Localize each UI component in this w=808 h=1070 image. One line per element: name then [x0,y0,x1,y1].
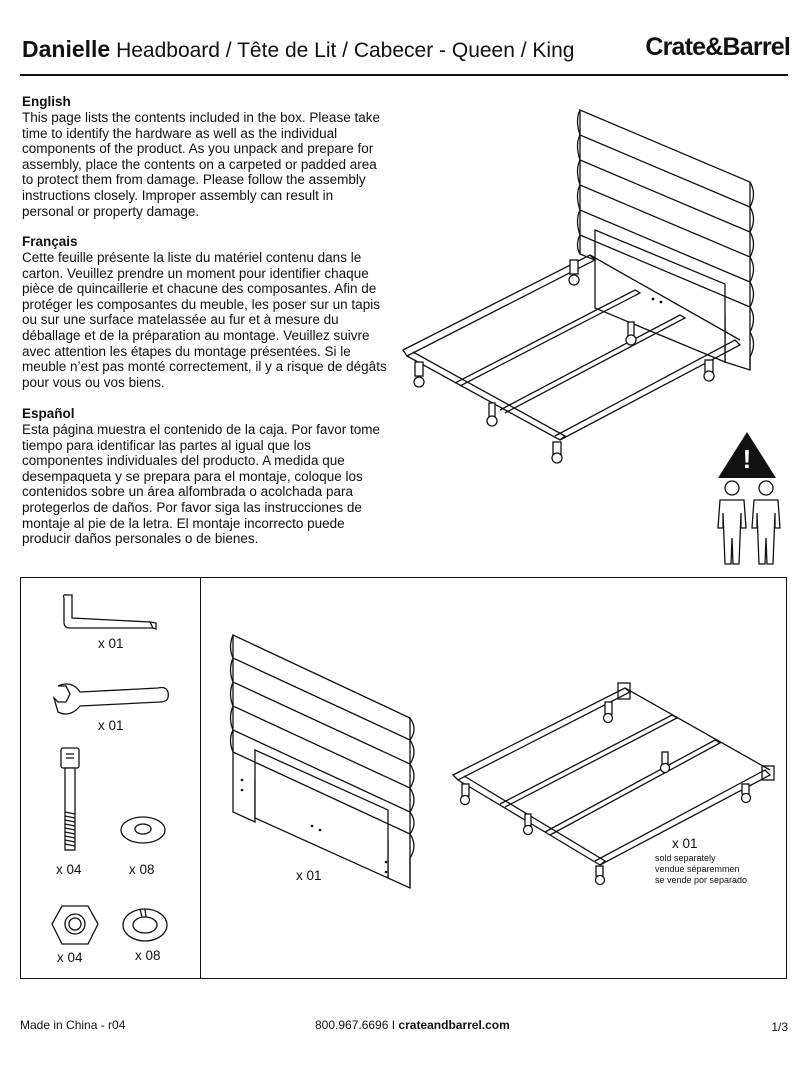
spanish-section [22,405,387,547]
lock-washer-icon [120,906,170,944]
frame-note-es: se vende por separado [655,875,748,885]
phone-number: 800.967.6696 I [315,1018,399,1032]
english-section [22,93,387,219]
french-heading: Français [22,234,78,249]
page-number: 1/3 [771,1020,788,1034]
lock-washer-qty: x 08 [135,948,161,963]
flat-washer-qty: x 08 [129,862,155,877]
bolt-qty: x 04 [56,862,82,877]
wrench-qty: x 01 [98,718,124,733]
french-section [22,233,387,390]
warning-exclamation: ! [742,444,752,474]
frame-note-en: sold separately [655,853,716,863]
spanish-body: Esta página muestra el contenido de la caja. Por favor tome tiempo para identificar las partes al igual que los componentes individuales del producto. A medida que desempaqueta y se prepara para el montaje, coloque los contenidos sobre un área alfombrada o acolchada para protegerlos de daños. Por favor siga las instrucciones de montaje al pie de la letra. El montaje incorrecto puede producir daños personales o de bienes. [22,422,380,547]
english-body: This page lists the contents included in the box. Please take time to identify the hardware as well as the individual components of the product. As you unpack and prepare for assembly, place the contents on a carpeted or padded area to protect them from damage. Please follow the assembly instructions closely. Improper assembly can result in personal or property damage. [22,110,380,219]
nut-icon [50,902,100,948]
french-body: Cette feuille présente la liste du matériel contenu dans le carton. Veuillez prendre un moment pour identifier chaque pièce de quincaillerie et chacune des composantes. Afin de protéger les composantes du meuble, les poser sur un tapis ou sur une surface matelassée au fur et à mesure du déballage et de la préparation au montage. Veuillez suivre avec attention les étapes du montage présentées. Si le meuble n’est pas monté correctement, il y a risque de dégâts pour vous ou vos biens. [22,250,387,390]
english-heading: English [22,94,71,109]
brand-logo: Crate&Barrel [645,33,790,61]
frame-qty: x 01 [672,836,698,851]
website-link[interactable]: crateandbarrel.com [398,1018,510,1032]
contact-info [315,1018,510,1032]
frame-note [655,853,747,886]
assembled-bed-illustration [395,100,775,460]
header-rule [20,74,788,76]
two-person-lift-icon [714,478,784,568]
nut-qty: x 04 [57,950,83,965]
wrench-icon [50,682,170,720]
headboard-icon [230,630,415,895]
headboard-qty: x 01 [296,868,322,883]
product-name: Danielle [22,36,111,62]
flat-washer-icon [118,814,168,846]
made-in-label: Made in China - r04 [20,1018,126,1032]
allen-key-icon [58,592,163,637]
frame-note-fr: vendue séparemmen [655,864,740,874]
page-title [22,36,574,63]
product-subtitle: Headboard / Tête de Lit / Cabecer - Queen / King [116,39,575,62]
contents-divider [200,577,201,979]
spanish-heading: Español [22,406,75,421]
allen-key-qty: x 01 [98,636,124,651]
bolt-icon [58,746,82,856]
